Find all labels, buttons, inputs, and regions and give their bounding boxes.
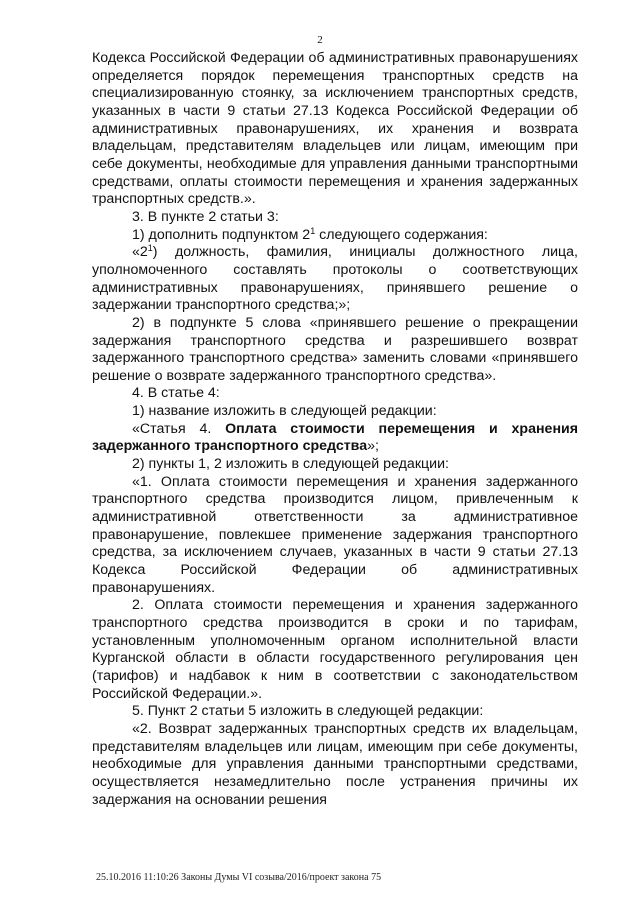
text-run: следующего содержания: [315,226,488,243]
text-run: ) должность, фамилия, инициалы должностного лица, уполномоченного составлять протоколы о соответствующих административных правонарушениях, принявшего решение о задержании транспортного средства;»; [92,244,578,314]
paragraph-subitem-2: 2) в подпункте 5 слова «принявшего решение о прекращении задержания транспортного средства и разрешившего возврат задержанного транспортного средства» заменить словами «принявшего решение о возврате задержанного транспортного средства». [92,314,578,384]
bold-article-heading: Оплата стоимости перемещения и хранения задержанного транспортного средства [92,420,579,455]
paragraph-subitem-1 [92,227,578,245]
paragraph-title-change: 1) название изложить в следующей редакции: [132,403,437,420]
text-run: «2 [132,244,148,261]
paragraph-quoted-point-2: «2. Возврат задержанных транспортных средств их владельцам, представителям владельцев или лицам, имеющим при себе документы, необходимые для управления данными транспортными средствами, осуществляется незамедлительно после устранения причины их задержания на основании решения [92,720,578,808]
paragraph-item-3: 3. В пункте 2 статьи 3: [132,208,279,225]
paragraph-point-1: «1. Оплата стоимости перемещения и хранения задержанного транспортного средства производится лицом, привлеченным к административной ответственности за административное правонарушение, повлекшее применение задержания транспортного средства, за исключением случаев, указанных в части 9 статьи 27.13 Кодекса Российской Федерации об административных правонарушениях. [92,473,578,596]
paragraph-continuation: Кодекса Российской Федерации об административных правонарушениях определяется порядок перемещения транспортных средств на специализированную стоянку, за исключением транспортных средств, указанных в части 9 статьи 27.13 Кодекса Российской Федерации об административных правонарушениях, их хранения и возврата владельцам, представителям владельцев или лицам, имеющим при себе документы, необходимые для управления данными транспортными средствами, оплаты стоимости перемещения и хранения задержанных транспортных средств.». [92,50,578,208]
paragraph-points-change: 2) пункты 1, 2 изложить в следующей редакции: [132,456,449,473]
text-run: »; [367,438,379,455]
document-body [92,50,578,809]
paragraph-article-title [92,421,578,456]
paragraph-point-2: 2. Оплата стоимости перемещения и хранения задержанного транспортного средства производится в сроки и по тарифам, установленным уполномоченным органом исполнительной власти Курганской области в области государственного регулирования цен (тарифов) и надбавок к ним в соответствии с законодательством Российской Федерации.». [92,597,578,702]
paragraph-item-5: 5. Пункт 2 статьи 5 изложить в следующей редакции: [132,703,484,720]
superscript: 1 [310,225,316,236]
paragraph-item-4: 4. В статье 4: [132,385,220,402]
superscript: 1 [147,243,153,254]
text-run: «Статья 4. [132,420,226,437]
paragraph-quoted-subitem [92,244,578,315]
text-run: 1) дополнить подпунктом 2 [132,226,311,243]
document-footer: 25.10.2016 11:10:26 Законы Думы VI созыва/2016/проект закона 75 [96,872,382,883]
page-number: 2 [317,34,323,46]
